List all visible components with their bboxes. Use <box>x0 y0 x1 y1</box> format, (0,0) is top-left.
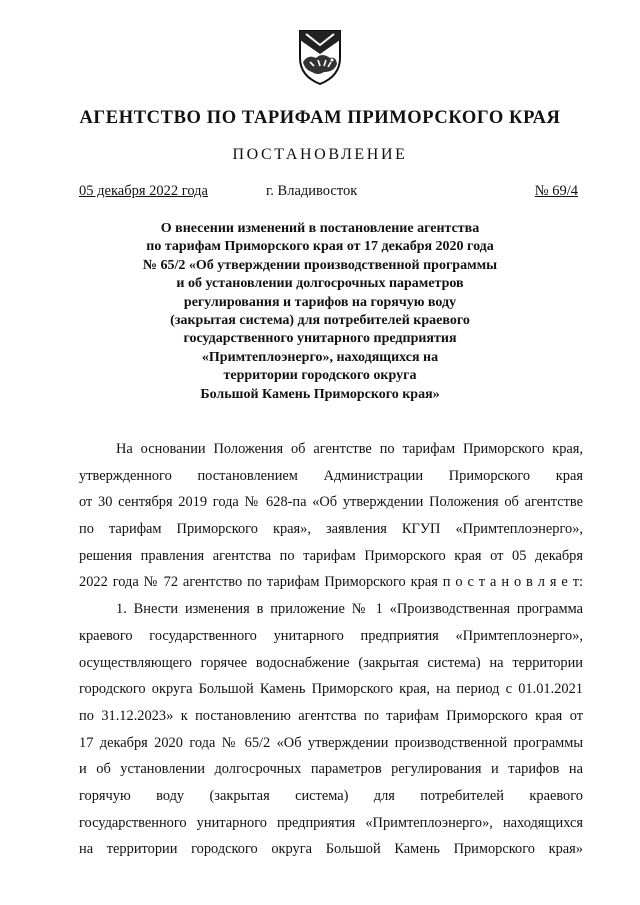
body-line: 17 декабря 2020 года № 65/2 «Об утверждении производственной программы <box>79 734 583 751</box>
body-line: осуществляющего горячее водоснабжение (закрытая система) на территории <box>79 654 583 671</box>
agency-name: АГЕНТСТВО ПО ТАРИФАМ ПРИМОРСКОГО КРАЯ <box>79 108 561 128</box>
body-line: от 30 сентября 2019 года № 628-па «Об утверждении Положения об агентстве <box>79 494 583 511</box>
body-line: городского округа Большой Камень Приморского края, на период с 01.01.2021 <box>79 681 583 698</box>
body-line: краевого государственного унитарного предприятия «Примтеплоэнерго», <box>79 627 583 644</box>
body-line: утвержденного постановлением Администрации Приморского края <box>79 467 583 484</box>
document-body <box>79 436 583 863</box>
subject-line: (закрытая система) для потребителей краевого <box>170 313 470 329</box>
subject-line: и об установлении долгосрочных параметров <box>176 276 464 292</box>
body-line: 2022 года № 72 агентство по тарифам Приморского края п о с т а н о в л я е т: <box>79 574 583 591</box>
subject-line: регулирования и тарифов на горячую воду <box>183 294 457 310</box>
body-line: горячую воду (закрытая система) для потребителей краевого <box>79 787 583 804</box>
body-line: и об установлении долгосрочных параметров регулирования и тарифов на <box>79 761 583 778</box>
document-number: № 69/4 <box>534 183 578 199</box>
subject-line: Большой Камень Приморского края» <box>200 386 440 402</box>
subject-line: О внесении изменений в постановление агентства <box>160 221 480 236</box>
subject-line: государственного унитарного предприятия <box>183 331 457 347</box>
body-line: решения правления агентства по тарифам Приморского края от 05 декабря <box>79 547 583 564</box>
subject-line: территории городского округа <box>223 368 417 384</box>
document-type: ПОСТАНОВЛЕНИЕ <box>232 146 408 163</box>
body-line: на территории городского округа Большой Камень Приморского края» <box>79 841 583 858</box>
coat-of-arms-icon <box>296 28 344 86</box>
document-city: г. Владивосток <box>266 183 358 199</box>
document-subject <box>60 220 580 404</box>
body-line: 1. Внести изменения в приложение № 1 «Производственная программа <box>116 601 583 618</box>
body-line: государственного унитарного предприятия «Примтеплоэнерго», находящихся <box>79 814 583 831</box>
body-line: по тарифам Приморского края», заявления КГУП «Примтеплоэнерго», <box>79 521 583 538</box>
subject-line: «Примтеплоэнерго», находящихся на <box>201 349 439 365</box>
body-line: по 31.12.2023» к постановлению агентства по тарифам Приморского края от <box>79 707 583 724</box>
body-line: На основании Положения об агентстве по тарифам Приморского края, <box>116 441 583 457</box>
document-date: 05 декабря 2022 года <box>79 183 208 199</box>
subject-line: по тарифам Приморского края от 17 декабря 2020 года <box>146 239 494 255</box>
subject-line: № 65/2 «Об утверждении производственной программы <box>142 257 498 273</box>
